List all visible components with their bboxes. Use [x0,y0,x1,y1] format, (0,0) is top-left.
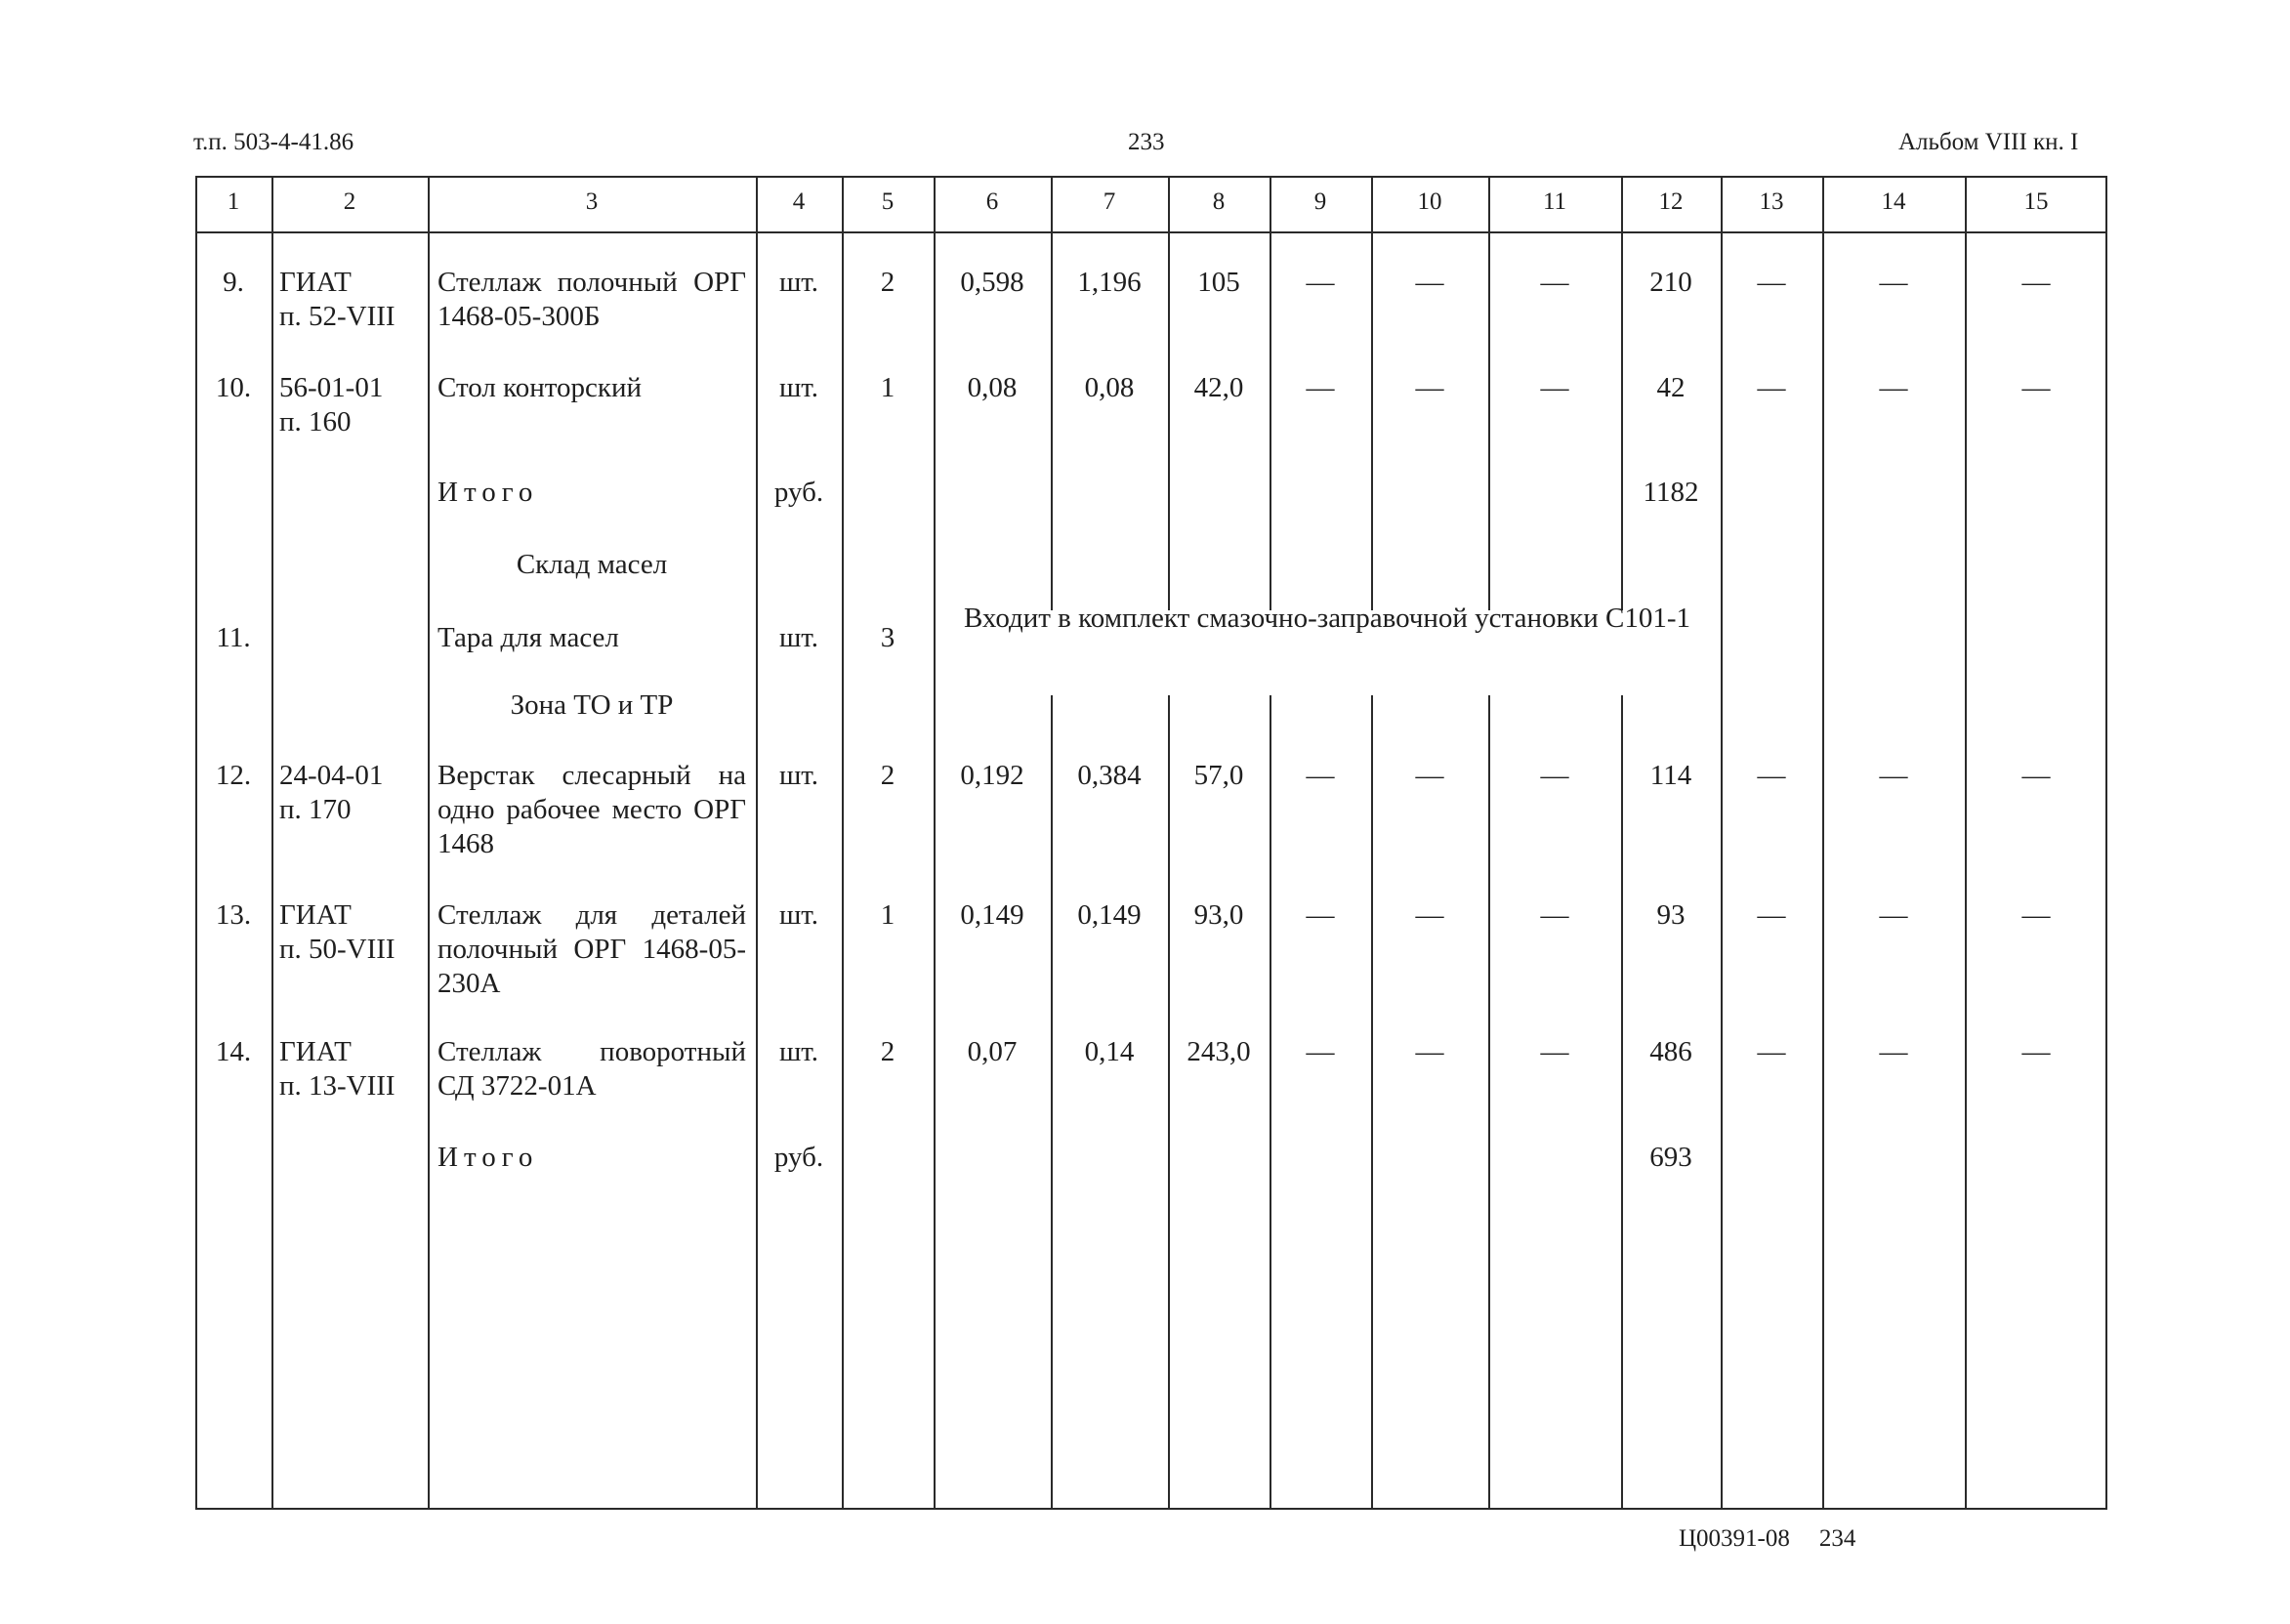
column-divider [1270,176,1271,610]
value-cell: 1,196 [1077,267,1142,298]
value-cell: — [2021,372,2051,403]
column-divider [1621,695,1623,1510]
value-cell: 0,149 [1077,899,1142,931]
value-cell: 105 [1197,267,1240,298]
value-cell: — [1540,267,1569,298]
value-cell: — [2021,267,2051,298]
column-number-header: 15 [2023,188,2049,215]
table-bottom-border [195,1508,2107,1510]
value-cell: 0,08 [967,372,1018,403]
column-number-header: 7 [1103,188,1116,215]
row-number: 13. [215,899,252,931]
value-cell: — [1757,372,1786,403]
item-name-cell: Стеллаж полочный ОРГ 1468-05-300Б [437,267,746,332]
reference-cell: ГИАТ п. 52-VIII [279,267,396,332]
value-cell: — [1879,1036,1908,1067]
quantity-cell: 1 [880,899,895,931]
value-cell: — [1415,267,1444,298]
column-divider [2105,176,2107,1510]
unit-cell: руб. [773,1142,824,1173]
value-cell: — [1540,899,1569,931]
specification-table [195,176,2107,1510]
column-number-header: 11 [1542,188,1567,215]
value-cell: — [1879,267,1908,298]
column-divider [934,176,936,1510]
value-cell: 0,08 [1084,372,1135,403]
footer-code: Ц00391-08 [1679,1525,1790,1552]
row-number: 9. [223,267,244,298]
column-divider [1371,695,1373,1510]
column-divider [1621,176,1623,610]
row-number: 12. [215,760,252,791]
unit-cell: шт. [778,899,819,931]
value-cell: — [1540,760,1569,791]
value-cell: — [2021,1036,2051,1067]
column-divider [756,176,758,1510]
header-row-divider [195,231,2107,233]
value-cell: — [1757,760,1786,791]
unit-cell: шт. [778,372,819,403]
column-divider [1371,176,1373,610]
value-cell: — [1306,1036,1335,1067]
value-cell: — [2021,760,2051,791]
value-cell: 210 [1649,267,1692,298]
column-divider [1051,695,1053,1510]
value-cell: 0,192 [960,760,1024,791]
value-cell: 0,07 [967,1036,1018,1067]
column-divider [842,176,844,1510]
quantity-cell: 1 [880,372,895,403]
column-number-header: 8 [1212,188,1226,215]
column-divider [428,176,430,1510]
unit-cell: шт. [778,760,819,791]
value-cell: — [1879,899,1908,931]
column-divider [1051,176,1053,610]
value-cell: 42 [1656,372,1686,403]
value-cell: — [2021,899,2051,931]
quantity-cell: 2 [880,1036,895,1067]
row-number: 11. [216,622,251,653]
unit-cell: руб. [773,477,824,508]
total-label: Итого [437,1142,539,1173]
value-cell: 0,598 [960,267,1024,298]
value-cell: — [1415,1036,1444,1067]
merged-note-cell: Входит в комплект смазочно-заправочной установки С101-1 [963,603,1691,634]
quantity-cell: 2 [880,267,895,298]
footer [1679,1525,1855,1553]
reference-cell: 56-01-01 п. 160 [279,372,384,437]
value-cell: — [1757,1036,1786,1067]
table-top-border [195,176,2107,178]
unit-cell: шт. [778,267,819,298]
quantity-cell: 3 [880,622,895,653]
unit-cell: шт. [778,622,819,653]
reference-cell: ГИАТ п. 13-VIII [279,1036,396,1102]
column-divider [1822,176,1824,1510]
value-cell: — [1306,760,1335,791]
value-cell: — [1415,760,1444,791]
value-cell: — [1757,267,1786,298]
value-cell: 243,0 [1187,1036,1251,1067]
column-number-header: 2 [343,188,356,215]
value-cell: 0,14 [1084,1036,1135,1067]
value-cell: 93,0 [1193,899,1244,931]
section-heading: Зона ТО и ТР [510,689,674,721]
value-cell: 486 [1649,1036,1692,1067]
header-album: Альбом VIII кн. I [1898,129,2079,155]
value-cell: — [1540,372,1569,403]
column-number-header: 10 [1417,188,1442,215]
item-name-cell: Стол конторский [437,372,643,403]
total-value: 1182 [1643,477,1699,508]
value-cell: — [1540,1036,1569,1067]
reference-cell: 24-04-01 п. 170 [279,760,384,825]
column-number-header: 14 [1881,188,1906,215]
value-cell: — [1415,899,1444,931]
item-name-cell: Верстак слесарный на одно рабочее место ОРГ 1468 [437,760,746,859]
value-cell: — [1757,899,1786,931]
column-divider [1168,176,1170,610]
row-number: 10. [215,372,252,403]
value-cell: 0,149 [960,899,1024,931]
column-number-header: 5 [881,188,895,215]
value-cell: 57,0 [1193,760,1244,791]
value-cell: 0,384 [1077,760,1142,791]
item-name-cell: Стеллаж для деталей полочный ОРГ 1468-05- 230А [437,899,746,999]
item-name-cell: Тара для масел [437,622,619,653]
item-name-cell: Стеллаж поворотный СД 3722-01А [437,1036,746,1102]
reference-cell: ГИАТ п. 50-VIII [279,899,396,965]
value-cell: — [1306,372,1335,403]
column-number-header: 3 [585,188,599,215]
quantity-cell: 2 [880,760,895,791]
column-number-header: 4 [792,188,806,215]
row-number: 14. [215,1036,252,1067]
value-cell: 114 [1649,760,1692,791]
column-number-header: 13 [1759,188,1784,215]
unit-cell: шт. [778,1036,819,1067]
header-page-number: 233 [1128,129,1165,155]
value-cell: — [1879,372,1908,403]
column-number-header: 6 [985,188,999,215]
total-label: Итого [437,477,539,508]
value-cell: — [1415,372,1444,403]
column-number-header: 12 [1658,188,1684,215]
value-cell: — [1879,760,1908,791]
column-divider [1488,695,1490,1510]
value-cell: — [1306,267,1335,298]
value-cell: — [1306,899,1335,931]
column-divider [195,176,197,1510]
total-value: 693 [1649,1142,1692,1173]
column-divider [1270,695,1271,1510]
column-divider [1488,176,1490,610]
value-cell: 93 [1656,899,1686,931]
column-divider [271,176,273,1510]
section-heading: Склад масел [516,549,668,580]
footer-page: 234 [1818,1525,1856,1552]
column-number-header: 9 [1313,188,1327,215]
value-cell: 42,0 [1193,372,1244,403]
header-document-code: т.п. 503-4-41.86 [193,129,354,155]
column-divider [1168,695,1170,1510]
column-number-header: 1 [227,188,240,215]
column-divider [1965,176,1967,1510]
column-divider [1721,176,1723,1510]
